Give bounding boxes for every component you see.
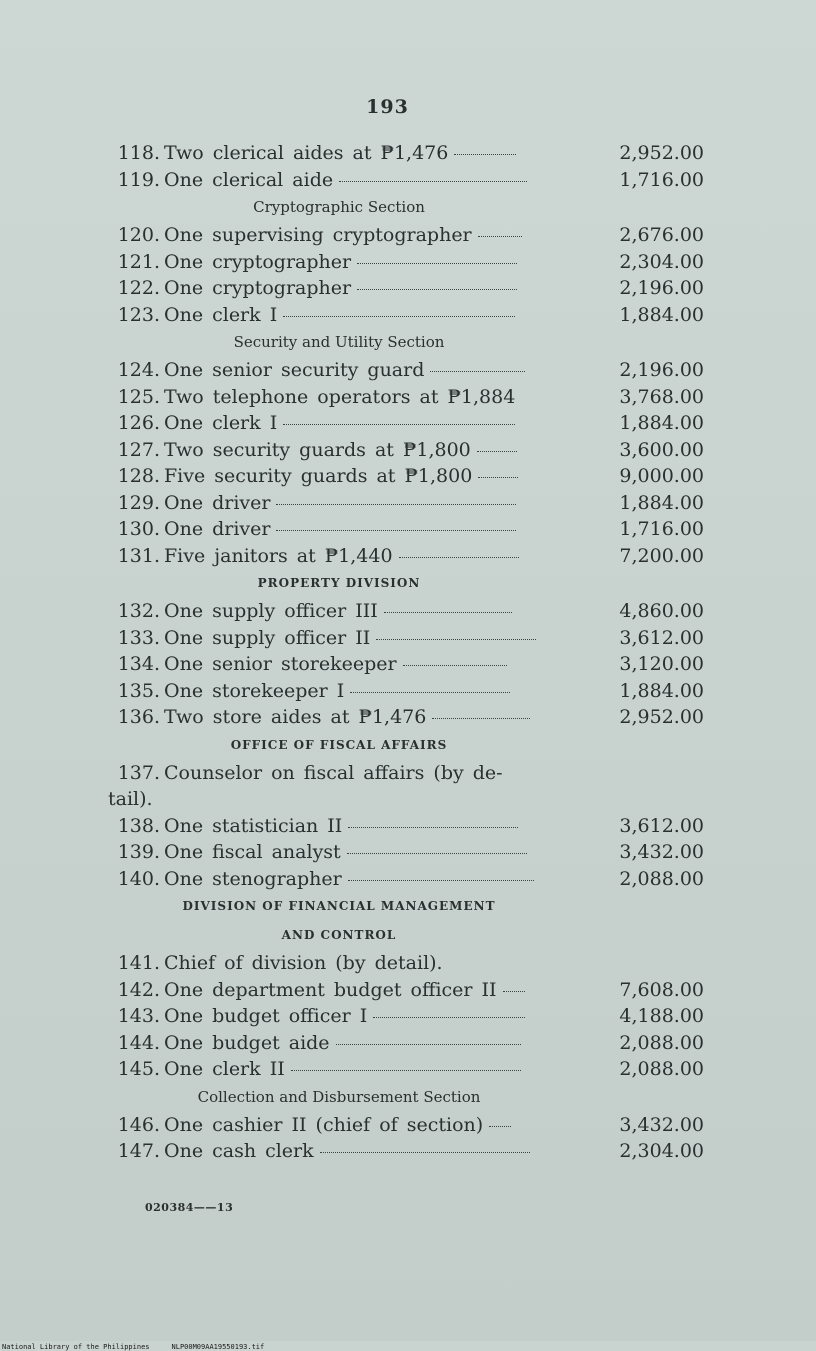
- item-number: 126.: [117, 412, 160, 434]
- item-description: One cryptographer: [164, 277, 352, 299]
- dot-leader: [430, 371, 525, 372]
- item-description: One driver: [164, 491, 271, 514]
- item-amount: 2,304.00: [619, 1140, 704, 1162]
- item-amount: 3,612.00: [619, 814, 704, 837]
- section-heading: PROPERTY DIVISION: [257, 576, 421, 590]
- dot-leader: [503, 991, 525, 992]
- line-item: [104, 1056, 704, 1083]
- item-number: 121.: [117, 250, 160, 273]
- line-item: [104, 598, 704, 625]
- dot-leader: [276, 504, 516, 505]
- dot-leader: [373, 1017, 525, 1018]
- line-item: [104, 651, 704, 678]
- item-amount: 3,600.00: [619, 438, 704, 461]
- item-description: One cashier II (chief of section): [164, 1113, 484, 1136]
- item-number: 131.: [117, 544, 160, 567]
- item-number: 133.: [117, 626, 160, 649]
- item-description: Five janitors at ₱1,440: [164, 544, 393, 567]
- item-description: One budget officer I: [164, 1005, 368, 1027]
- line-item: [104, 140, 704, 167]
- item-number: 132.: [117, 600, 160, 622]
- line-item: [104, 302, 704, 329]
- item-number: 130.: [117, 518, 160, 540]
- item-number: 139.: [117, 841, 160, 863]
- line-item: [104, 222, 704, 249]
- item-amount: 2,676.00: [619, 224, 704, 246]
- item-number: 141.: [117, 952, 160, 974]
- item-number: 123.: [117, 303, 160, 326]
- dot-leader: [348, 827, 518, 828]
- item-number: 122.: [117, 277, 160, 299]
- item-description: One cryptographer: [164, 250, 352, 273]
- line-item: [104, 704, 704, 731]
- dot-leader: [283, 316, 515, 317]
- item-description: One clerk I: [164, 412, 278, 434]
- dot-leader: [489, 1126, 511, 1127]
- item-amount: 2,952.00: [619, 706, 704, 728]
- dot-leader: [478, 477, 518, 478]
- dot-leader: [283, 424, 515, 425]
- item-number: 127.: [117, 438, 160, 461]
- item-number: 129.: [117, 491, 160, 514]
- dot-leader: [339, 181, 527, 182]
- item-amount: 2,952.00: [619, 142, 704, 164]
- item-description: One budget aide: [164, 1031, 330, 1054]
- line-item: [104, 167, 704, 194]
- line-item: [104, 977, 704, 1004]
- item-description: Two clerical aides at ₱1,476: [164, 142, 449, 164]
- item-number: 145.: [117, 1058, 160, 1080]
- item-description: Chief of division (by detail).: [164, 952, 443, 974]
- dot-leader: [357, 289, 517, 290]
- appropriation-list: [104, 140, 704, 1165]
- section-heading: Cryptographic Section: [253, 198, 425, 216]
- dot-leader: [347, 853, 527, 854]
- dot-leader: [336, 1044, 521, 1045]
- item-description: Five security guards at ₱1,800: [164, 465, 473, 487]
- item-number: 128.: [117, 465, 160, 487]
- item-number: 124.: [117, 359, 160, 381]
- item-number: 143.: [117, 1005, 160, 1027]
- item-amount: 1,884.00: [619, 679, 704, 702]
- line-item: [104, 437, 704, 464]
- item-amount: 2,088.00: [619, 1058, 704, 1080]
- printer-code: 020384——13: [145, 1201, 234, 1214]
- item-description: One stenographer: [164, 867, 342, 890]
- item-description: One statistician II: [164, 814, 343, 837]
- line-item: [104, 463, 704, 490]
- line-item: [104, 950, 704, 977]
- section-heading-continued: AND CONTROL: [281, 928, 397, 942]
- item-number: 144.: [117, 1031, 160, 1054]
- line-item: [104, 1003, 704, 1030]
- item-number: 119.: [117, 168, 160, 191]
- item-description: One driver: [164, 518, 271, 540]
- line-item: [104, 625, 704, 652]
- item-description: One supply officer II: [164, 626, 371, 649]
- item-number: 134.: [117, 653, 160, 675]
- line-item: [104, 1030, 704, 1057]
- dot-leader: [478, 236, 522, 237]
- item-number: 138.: [117, 814, 160, 837]
- item-amount: 9,000.00: [619, 465, 704, 487]
- item-amount: 1,884.00: [619, 303, 704, 326]
- dot-leader: [454, 154, 516, 155]
- item-amount: 2,088.00: [619, 867, 704, 890]
- line-item: [104, 543, 704, 570]
- dot-leader: [376, 639, 536, 640]
- line-item: [104, 1112, 704, 1139]
- dot-leader: [291, 1070, 521, 1071]
- item-number: 146.: [117, 1113, 160, 1136]
- item-amount: 1,884.00: [619, 412, 704, 434]
- item-description: One clerical aide: [164, 168, 334, 191]
- line-item: [104, 516, 704, 543]
- dot-leader: [384, 612, 512, 613]
- line-item: [104, 839, 704, 866]
- item-amount: 3,432.00: [619, 1113, 704, 1136]
- item-description: Two telephone operators at ₱1,884: [164, 385, 516, 408]
- dot-leader: [357, 263, 517, 264]
- line-item: [104, 384, 704, 411]
- item-amount: 4,860.00: [619, 600, 704, 622]
- dot-leader: [432, 718, 530, 719]
- line-item: [104, 275, 704, 302]
- item-description: Two security guards at ₱1,800: [164, 438, 471, 461]
- section-heading: Collection and Disbursement Section: [197, 1087, 481, 1106]
- item-description: One fiscal analyst: [164, 841, 341, 863]
- item-description: One clerk II: [164, 1058, 285, 1080]
- item-description: One cash clerk: [164, 1140, 314, 1162]
- item-amount: 2,088.00: [619, 1031, 704, 1054]
- section-heading: Security and Utility Section: [233, 333, 445, 351]
- item-amount: 2,304.00: [619, 250, 704, 273]
- item-number: 136.: [117, 706, 160, 728]
- item-description: One senior storekeeper: [164, 653, 397, 675]
- line-item: [104, 490, 704, 517]
- item-description: One senior security guard: [164, 359, 425, 381]
- item-amount: 3,120.00: [619, 653, 704, 675]
- line-item: [104, 410, 704, 437]
- item-number: 125.: [117, 385, 160, 408]
- item-amount: 1,716.00: [619, 168, 704, 191]
- item-number: 135.: [117, 679, 160, 702]
- item-amount: 7,608.00: [619, 978, 704, 1001]
- item-description: One supervising cryptographer: [164, 224, 472, 246]
- item-number: 137.: [117, 761, 160, 784]
- dot-leader: [477, 451, 517, 452]
- dot-leader: [403, 665, 507, 666]
- page-number: 193: [366, 96, 409, 118]
- item-number: 140.: [117, 867, 160, 890]
- item-description: One supply officer III: [164, 600, 378, 622]
- line-item: [104, 760, 704, 787]
- item-description: One department budget officer II: [164, 978, 497, 1001]
- item-number: 118.: [117, 142, 160, 164]
- item-amount: 1,716.00: [619, 518, 704, 540]
- section-heading: DIVISION OF FINANCIAL MANAGEMENT: [182, 899, 496, 913]
- section-heading: OFFICE OF FISCAL AFFAIRS: [230, 737, 448, 752]
- item-amount: 7,200.00: [619, 544, 704, 567]
- dot-leader: [350, 692, 510, 693]
- scan-file-reference: NLP00M09AA19550193.tif: [171, 1343, 265, 1351]
- item-description: Counselor on fiscal affairs (by de-: [164, 761, 503, 784]
- item-amount: 2,196.00: [619, 277, 704, 299]
- item-number: 120.: [117, 224, 160, 246]
- item-amount: 1,884.00: [619, 491, 704, 514]
- item-description: Two store aides at ₱1,476: [164, 706, 427, 728]
- item-description: One clerk I: [164, 303, 278, 326]
- dot-leader: [399, 557, 519, 558]
- dot-leader: [320, 1152, 530, 1153]
- item-number: 147.: [117, 1140, 160, 1162]
- line-item: [104, 1138, 704, 1165]
- item-amount: 3,612.00: [619, 626, 704, 649]
- line-item: [104, 678, 704, 705]
- item-description-continued: tail).: [108, 788, 153, 810]
- item-amount: 4,188.00: [619, 1005, 704, 1027]
- line-item: [104, 249, 704, 276]
- item-amount: 3,768.00: [619, 385, 704, 408]
- library-credit: National Library of the Philippines: [2, 1343, 150, 1351]
- item-amount: 3,432.00: [619, 841, 704, 863]
- item-amount: 2,196.00: [619, 359, 704, 381]
- dot-leader: [276, 530, 516, 531]
- line-item: [104, 866, 704, 893]
- item-description: One storekeeper I: [164, 679, 345, 702]
- line-item: [104, 813, 704, 840]
- line-item: [104, 357, 704, 384]
- dot-leader: [348, 880, 534, 881]
- item-number: 142.: [117, 978, 160, 1001]
